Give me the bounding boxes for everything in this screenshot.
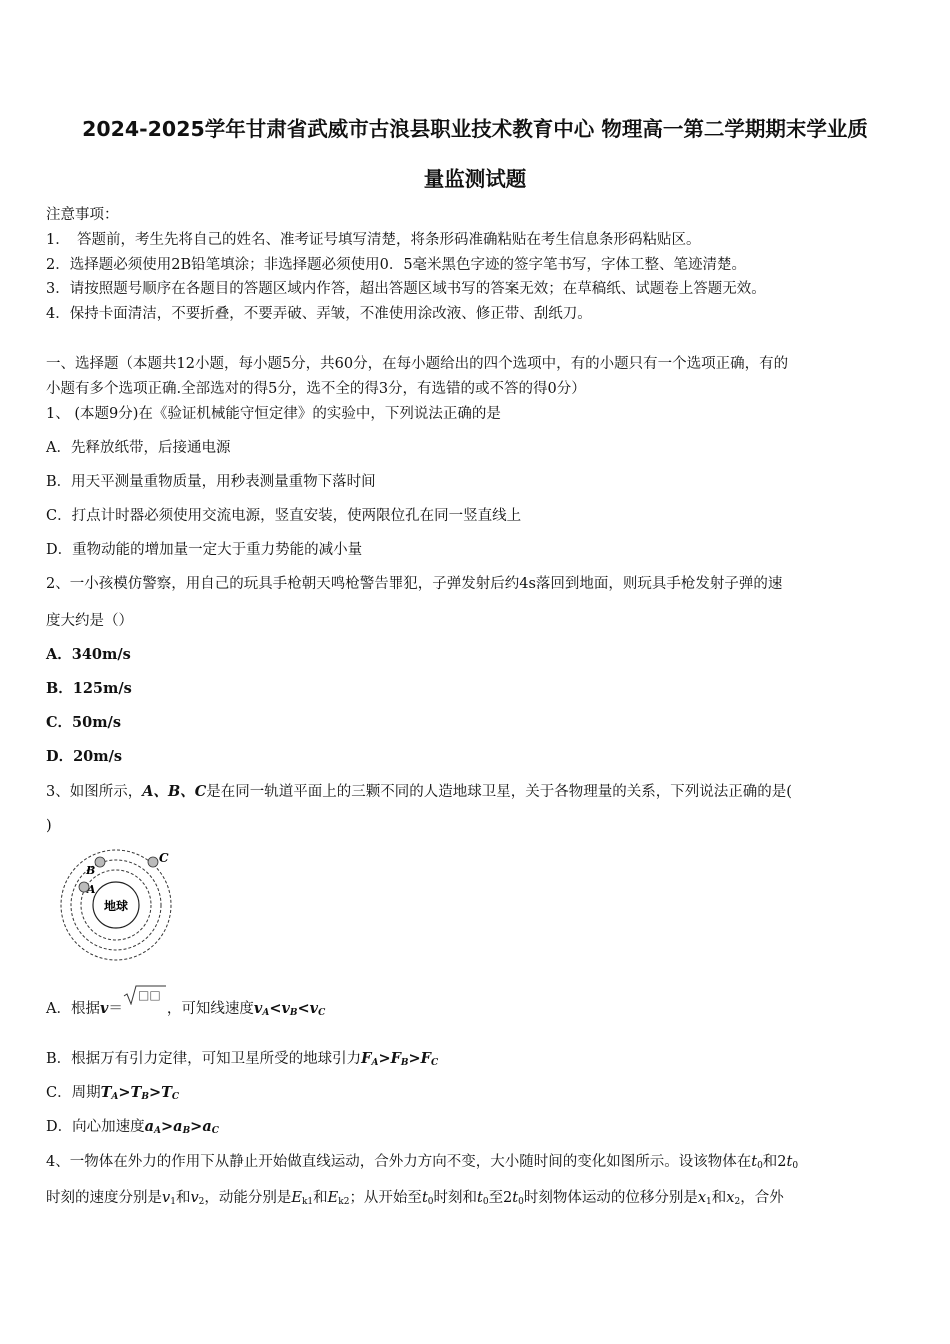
q3-opt-b-f1: F: [361, 1050, 372, 1067]
q3-opt-a-sub-a: A: [262, 1008, 270, 1018]
q3-opt-a-pre: A．根据: [46, 1001, 100, 1017]
question-3-stem-line2: ): [46, 818, 52, 834]
question-2-stem-line2: 度大约是（）: [46, 613, 133, 629]
q4-line2-k1: k1: [301, 1197, 314, 1207]
q4-line2-xs1: 1: [706, 1197, 712, 1207]
q3-opt-c-gt2: >T: [148, 1084, 172, 1101]
notice-item-4: 4．保持卡面清洁，不要折叠，不要弄破、弄皱，不准使用涂改液、修正带、刮纸刀。: [46, 306, 592, 322]
q4-line2-sb: 0: [482, 1197, 489, 1207]
question-2-option-c: C．50m/s: [46, 714, 122, 731]
q4-line2-v1: v: [162, 1190, 171, 1206]
q4-line2-and2: 和: [313, 1190, 328, 1206]
q3-opt-d-pre: D．向心加速度: [46, 1119, 145, 1135]
question-3-option-d: [46, 1115, 219, 1136]
q3-opt-b-gt1: >F: [378, 1050, 401, 1067]
q3-stem-post: 是在同一轨道平面上的三颗不同的人造地球卫星，关于各物理量的关系，下列说法正确的是(: [206, 784, 792, 800]
q4-line2-k2: k2: [338, 1197, 350, 1207]
q3-opt-a-sub-c: C: [318, 1008, 326, 1018]
question-2-option-a: A．340m/s: [46, 646, 131, 663]
notice-item-2: 2．选择题必须使用2B铅笔填涂；非选择题必须使用0．5毫米黑色字迹的签字笔书写，字体工整、笔迹清楚。: [46, 257, 747, 273]
q4-line2-tb: t: [477, 1190, 483, 1206]
satellite-b-icon: [95, 857, 105, 867]
question-4-stem-line1: [46, 1150, 798, 1171]
q3-opt-b-sub-b: B: [400, 1058, 409, 1068]
exam-title-line2: 量监测试题: [423, 167, 527, 191]
question-2-stem-line1: 2、一小孩模仿警察，用自己的玩具手枪朝天鸣枪警告罪犯，子弹发射后约4s落回到地面，则玩具手枪发射子弹的速: [46, 576, 783, 592]
q4-line2-mid5: 时刻物体运动的位移分别是: [523, 1190, 698, 1206]
q4-line2-end: ，合外: [740, 1190, 784, 1206]
q4-line2-x2: x: [726, 1190, 735, 1206]
question-1-option-a: A．先释放纸带，后接通电源: [46, 440, 231, 456]
satellite-a-label: A: [87, 883, 96, 896]
q3-stem-pre: 3、如图所示，: [46, 784, 143, 800]
question-3-stem-line1: [46, 780, 792, 801]
q3-opt-c-sub-c: C: [171, 1092, 180, 1102]
q3-opt-a-lt1: <v: [269, 1000, 290, 1017]
q4-line2-sc: 0: [518, 1197, 524, 1207]
q4-line2-s2: 2: [198, 1197, 205, 1207]
q4-line2-tc: t: [512, 1190, 519, 1206]
earth-label: 地球: [103, 899, 129, 913]
q4-line1-t0b: t: [786, 1154, 793, 1170]
q3-opt-c-sub-b: B: [141, 1092, 149, 1102]
q4-line2-mid4: 至2: [488, 1190, 513, 1206]
q4-line2-e1: E: [291, 1190, 302, 1206]
satellite-b-label: B: [86, 864, 96, 877]
section-heading-line2: 小题有多个选项正确.全部选对的得5分，选不全的得3分，有选错的或不答的得0分）: [46, 381, 586, 397]
q3-opt-c-sub-a: A: [111, 1092, 119, 1102]
notice-item-1: 1． 答题前，考生先将自己的姓名、准考证号填写清楚，将条形码准确粘贴在考生信息条形码粘贴区。: [46, 232, 701, 248]
exam-title-line1: 2024-2025学年甘肃省武威市古浪县职业技术教育中心 物理高一第二学期期末学业质: [82, 117, 868, 141]
q4-line1-sub0b: 0: [792, 1161, 799, 1171]
question-3-option-b: [46, 1047, 438, 1068]
orbit-diagram: [58, 846, 178, 966]
q3-opt-a-lt2: <v: [297, 1000, 319, 1017]
notice-heading: 注意事项：: [46, 207, 119, 223]
q3-opt-b-gt2: >F: [408, 1050, 431, 1067]
q4-line2-pre: 时刻的速度分别是: [46, 1190, 162, 1206]
q4-line2-and3: 和: [711, 1190, 727, 1206]
q4-line2-mid: ，动能分别是: [204, 1190, 292, 1206]
q4-line1-text: 4、一物体在外力的作用下从静止开始做直线运动，合外力方向不变，大小随时间的变化如图所示。设该物体在: [46, 1154, 752, 1170]
q3-opt-b-pre: B．根据万有引力定律，可知卫星所受的地球引力: [46, 1051, 362, 1067]
q3-opt-d-a1: a: [144, 1118, 155, 1135]
question-1-stem: 1、 (本题9分)在《验证机械能守恒定律》的实验中，下列说法正确的是: [46, 406, 501, 422]
section-heading-line1: 一、选择题（本题共12小题，每小题5分，共60分，在每小题给出的四个选项中，有的小题只有一个选项正确，有的: [46, 356, 789, 372]
q3-opt-c-gt1: >T: [118, 1084, 142, 1101]
q3-opt-c-pre: C．周期: [46, 1085, 101, 1101]
q4-line2-s1: 1: [170, 1197, 176, 1207]
q3-opt-d-sub-c: C: [211, 1126, 219, 1136]
satellite-c-label: C: [159, 851, 169, 865]
sqrt-symbol-icon: [123, 985, 167, 1005]
q3-stem-abc: A、B、C: [142, 783, 207, 800]
q3-opt-d-gt2: >a: [190, 1118, 212, 1135]
satellite-c-icon: [148, 857, 158, 867]
sqrt-formula: [123, 988, 167, 1015]
q3-opt-c-t1: T: [100, 1084, 112, 1101]
q3-opt-d-gt1: >a: [161, 1118, 183, 1135]
question-3-option-c: [46, 1081, 179, 1102]
q4-line1-t0: t: [751, 1154, 758, 1170]
question-1-option-d: D．重物动能的增加量一定大于重力势能的减小量: [46, 542, 363, 558]
q3-opt-b-sub-a: A: [371, 1058, 379, 1068]
question-1-option-c: C．打点计时器必须使用交流电源，竖直安装，使两限位孔在同一竖直线上: [46, 508, 522, 524]
q3-opt-a-sub-b: B: [289, 1008, 298, 1018]
q4-line1-and: 和2: [762, 1154, 787, 1170]
q4-line1-sub0: 0: [757, 1161, 763, 1171]
q3-opt-a-mid: ，可知线速度: [166, 1001, 254, 1017]
q3-opt-d-sub-a: A: [154, 1126, 162, 1136]
q4-line2-sa: 0: [427, 1197, 434, 1207]
q4-line2-x1: x: [697, 1190, 707, 1206]
q4-line2-ta: t: [421, 1190, 428, 1206]
sqrt-content: □□: [137, 988, 161, 1002]
q4-line2-xs2: 2: [734, 1197, 741, 1207]
q3-opt-a-eq: ＝: [108, 1001, 123, 1017]
orbit-figure: [58, 846, 178, 970]
question-4-stem-line2: [46, 1186, 784, 1207]
question-2-option-b: B．125m/s: [46, 680, 132, 697]
q4-line2-mid2: ；从开始至: [349, 1190, 422, 1206]
question-3-option-a: [46, 988, 326, 1018]
q3-opt-b-sub-c: C: [430, 1058, 439, 1068]
question-2-option-d: D．20m/s: [46, 748, 123, 765]
q4-line2-and1: 和: [175, 1190, 191, 1206]
q4-line2-e2: E: [327, 1190, 339, 1206]
q3-opt-a-v1: v: [253, 1000, 263, 1017]
q3-opt-a-v: v: [99, 1000, 109, 1017]
q4-line2-v2: v: [190, 1190, 199, 1206]
q3-opt-d-sub-b: B: [182, 1126, 191, 1136]
q4-line2-mid3: 时刻和: [433, 1190, 477, 1206]
notice-item-3: 3．请按照题号顺序在各题目的答题区域内作答，超出答题区域书写的答案无效；在草稿纸、试题卷上答题无效。: [46, 281, 766, 297]
question-1-option-b: B．用天平测量重物质量，用秒表测量重物下落时间: [46, 474, 376, 490]
